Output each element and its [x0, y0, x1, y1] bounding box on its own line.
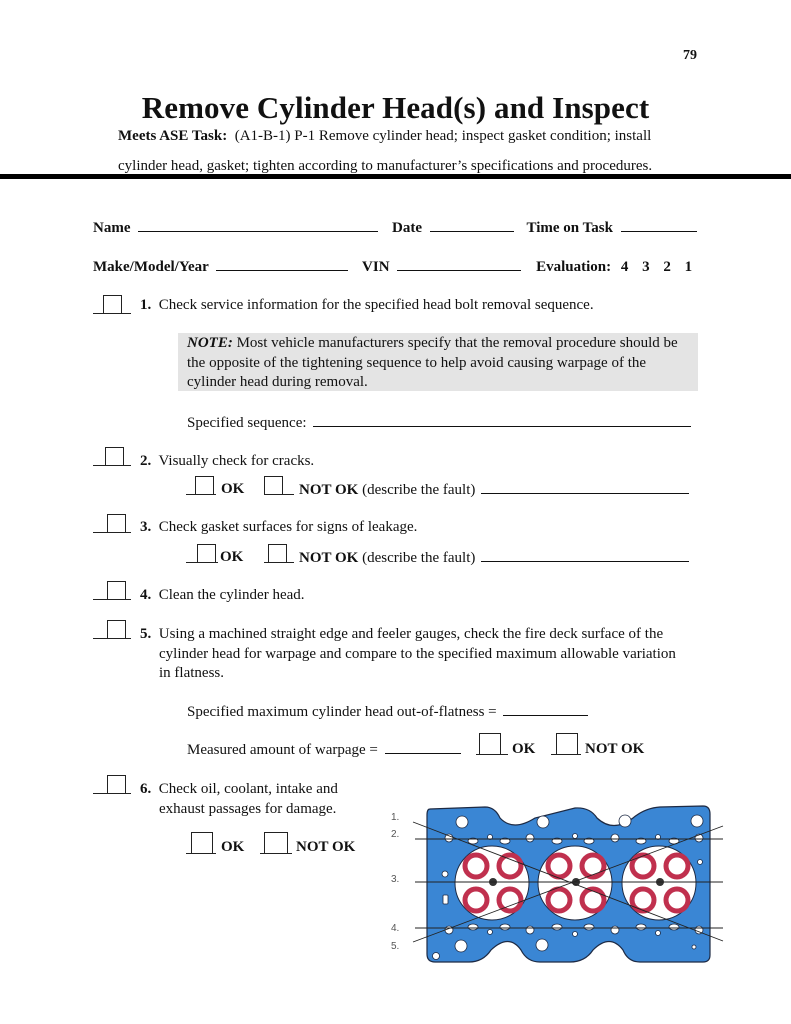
ase-task-text: (A1-B-1) P-1 Remove cylinder head; inspect gasket condition; install [234, 128, 652, 144]
step-4-text: Clean the cylinder head. [158, 587, 305, 603]
step-6-ok-checkbox[interactable] [186, 832, 216, 854]
page-title: Remove Cylinder Head(s) and Inspect [141, 90, 650, 125]
date-field[interactable] [430, 219, 514, 232]
name-date-time-row [93, 219, 697, 237]
warpage-ok-label: OK [512, 741, 536, 757]
step-2-checkbox[interactable] [93, 444, 131, 466]
diagram-label-3: 3. [391, 874, 400, 885]
specified-sequence-label: Specified sequence: [187, 415, 307, 431]
ase-task-line-1 [118, 128, 651, 145]
note-text: NOTE: Most vehicle manufacturers specify that the removal procedure should be the opposite of the tightening sequence to help avoid causing warpage of the cylinder head during removal. [187, 335, 678, 390]
gasket-body [413, 806, 723, 962]
time-on-task-label: Time on Task [526, 220, 613, 236]
step-4: 4. Clean the cylinder head. [140, 587, 305, 603]
warpage-label: Measured amount of warpage = [187, 742, 378, 758]
step-6: 6. Check oil, coolant, intake and exhaust passages for damage. [140, 781, 338, 817]
warpage-field[interactable] [385, 741, 461, 754]
ase-task-line-2: cylinder head, gasket; tighten according to manufacturer’s specifications and procedures. [118, 158, 653, 174]
step-6-text: Check oil, coolant, intake and [158, 781, 338, 797]
step-6-checkbox[interactable] [93, 772, 131, 794]
make-model-year-field[interactable] [216, 258, 348, 271]
step-2-fault-field[interactable] [481, 481, 689, 494]
step-6-ok-label: OK [221, 839, 245, 855]
step-3-ok-checkbox[interactable] [186, 541, 218, 563]
step-6-not-ok-checkbox[interactable] [260, 832, 292, 854]
header-divider [0, 174, 791, 179]
vin-field[interactable] [397, 258, 521, 271]
step-2-ok-label: OK [221, 481, 245, 497]
step-3-ok-label: OK [220, 549, 244, 565]
step-5-checkbox[interactable] [93, 617, 131, 639]
step-1-checkbox[interactable] [93, 292, 131, 314]
diagram-label-5: 5. [391, 941, 400, 952]
step-3-not-ok: NOT OK (describe the fault) [299, 549, 689, 567]
step-3-not-ok-checkbox[interactable] [264, 541, 294, 563]
step-2-ok-checkbox[interactable] [186, 473, 216, 495]
ase-task-label: Meets ASE Task: [118, 128, 228, 144]
warpage-ok-checkbox[interactable] [476, 733, 508, 755]
vin-label: VIN [362, 259, 390, 275]
specified-sequence-field[interactable] [313, 414, 691, 427]
flatness-spec-label: Specified maximum cylinder head out-of-flatness = [187, 704, 497, 720]
warpage-not-ok-label: NOT OK [585, 741, 645, 757]
step-5: 5. Using a machined straight edge and feeler gauges, check the fire deck surface of the cylinder head for warpage and compare to the specified maximum allowable variation in flatness. [140, 626, 676, 681]
step-1-number: 1. [140, 297, 152, 313]
step-2: 2. Visually check for cracks. [140, 453, 315, 469]
evaluation-score-3[interactable]: 3 [642, 259, 650, 275]
warpage-not-ok-checkbox[interactable] [551, 733, 581, 755]
note-label: NOTE: [187, 335, 233, 351]
specified-sequence-row [187, 414, 691, 432]
evaluation-score-2[interactable]: 2 [663, 259, 671, 275]
name-field[interactable] [138, 219, 378, 232]
evaluation-score-1[interactable]: 1 [684, 259, 693, 275]
evaluation-score-4[interactable]: 4 [620, 259, 629, 275]
step-4-checkbox[interactable] [93, 578, 131, 600]
make-model-year-label: Make/Model/Year [93, 259, 209, 275]
step-3: 3. Check gasket surfaces for signs of leakage. [140, 519, 418, 535]
time-on-task-field[interactable] [621, 219, 697, 232]
page-number: 79 [683, 48, 697, 63]
step-2-text: Visually check for cracks. [158, 453, 315, 469]
flatness-spec-row [187, 703, 588, 721]
name-label: Name [93, 220, 131, 236]
vehicle-row [93, 258, 692, 276]
step-2-not-ok: NOT OK (describe the fault) [299, 481, 689, 499]
flatness-spec-field[interactable] [503, 703, 588, 716]
step-1 [140, 297, 594, 314]
cylinder-head-gasket-diagram [385, 800, 725, 970]
evaluation-label: Evaluation: [536, 259, 612, 275]
step-3-text: Check gasket surfaces for signs of leakage. [158, 519, 418, 535]
step-6-not-ok-label: NOT OK [296, 839, 356, 855]
step-3-fault-field[interactable] [481, 549, 689, 562]
diagram-label-4: 4. [391, 923, 400, 934]
date-label: Date [392, 220, 422, 236]
diagram-label-2: 2. [391, 829, 400, 840]
warpage-row [187, 741, 461, 759]
step-1-text: Check service information for the specified head bolt removal sequence. [158, 297, 594, 313]
step-5-text: Using a machined straight edge and feeler gauges, check the fire deck surface of the [158, 626, 664, 642]
step-2-not-ok-checkbox[interactable] [264, 473, 294, 495]
diagram-label-1: 1. [391, 812, 400, 823]
step-3-checkbox[interactable] [93, 511, 131, 533]
